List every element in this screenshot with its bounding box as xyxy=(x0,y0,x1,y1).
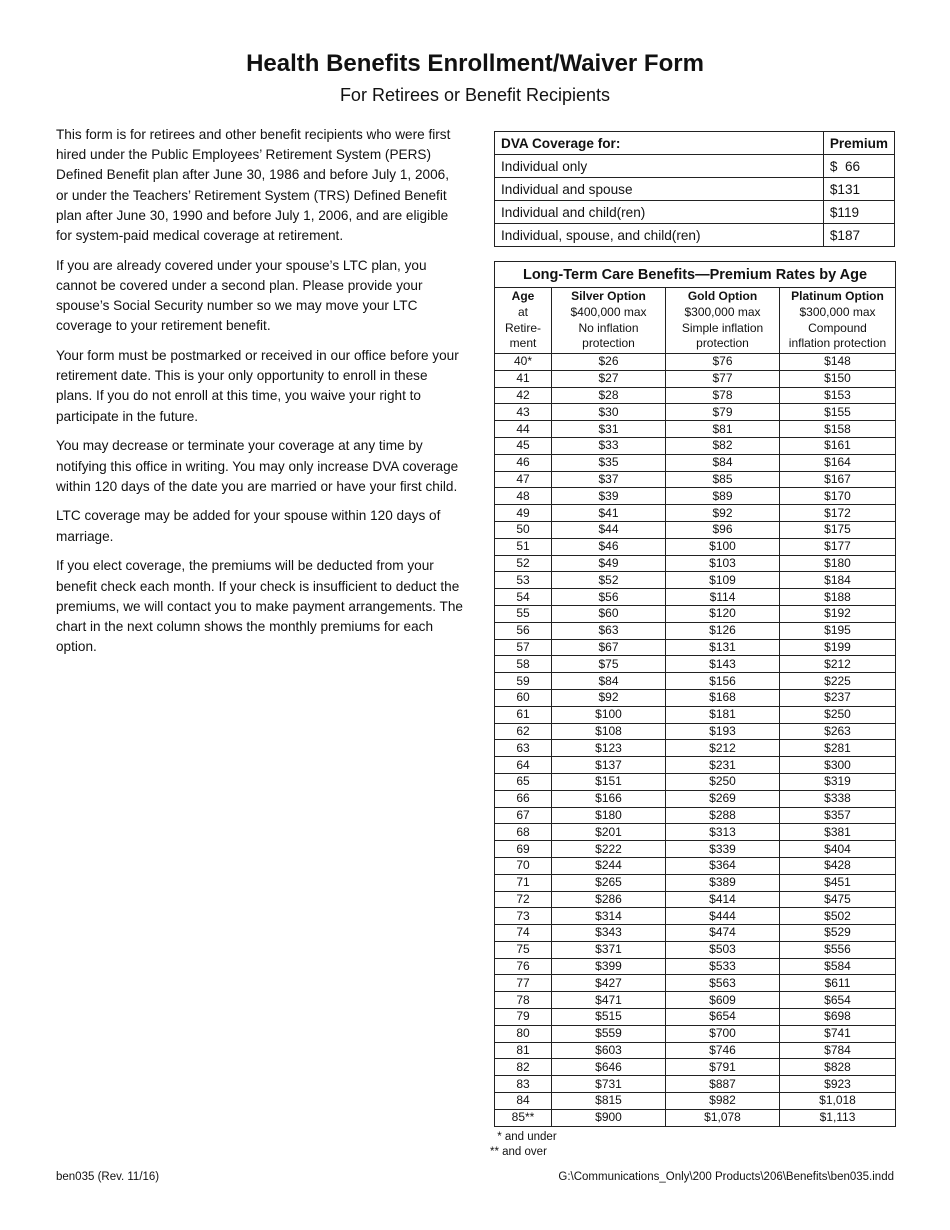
table-row xyxy=(495,807,896,824)
table-row xyxy=(495,824,896,841)
platinum-cell: $153 xyxy=(780,387,896,404)
column-subtitle: Retire- xyxy=(504,320,541,335)
age-cell: 54 xyxy=(495,589,552,606)
age-cell: 43 xyxy=(495,404,552,421)
gold-cell: $503 xyxy=(666,941,780,958)
silver-cell: $123 xyxy=(552,740,666,757)
age-cell: 72 xyxy=(495,891,552,908)
gold-cell: $77 xyxy=(666,370,780,387)
age-cell: 42 xyxy=(495,387,552,404)
silver-cell: $471 xyxy=(552,992,666,1009)
platinum-cell: $150 xyxy=(780,370,896,387)
platinum-cell: $828 xyxy=(780,1059,896,1076)
platinum-cell: $184 xyxy=(780,572,896,589)
platinum-cell: $199 xyxy=(780,639,896,656)
note: * and under xyxy=(494,1131,557,1143)
platinum-cell: $381 xyxy=(780,824,896,841)
age-cell: 49 xyxy=(495,505,552,522)
column-header xyxy=(780,288,896,354)
silver-cell: $244 xyxy=(552,857,666,874)
table-row xyxy=(495,689,896,706)
ltc-premium-table xyxy=(494,261,896,1127)
silver-cell: $27 xyxy=(552,370,666,387)
gold-cell: $156 xyxy=(666,673,780,690)
silver-cell: $222 xyxy=(552,841,666,858)
silver-cell: $37 xyxy=(552,471,666,488)
gold-cell: $78 xyxy=(666,387,780,404)
table-row xyxy=(495,992,896,1009)
platinum-cell: $741 xyxy=(780,1025,896,1042)
note: ** and over xyxy=(490,1145,547,1158)
instructions xyxy=(56,125,464,667)
gold-cell: $109 xyxy=(666,572,780,589)
table-row xyxy=(495,975,896,992)
table-row xyxy=(495,790,896,807)
silver-cell: $731 xyxy=(552,1076,666,1093)
silver-cell: $31 xyxy=(552,421,666,438)
silver-cell: $399 xyxy=(552,958,666,975)
table-row xyxy=(495,639,896,656)
gold-cell: $339 xyxy=(666,841,780,858)
table-row xyxy=(495,1093,896,1110)
age-cell: 50 xyxy=(495,521,552,538)
age-cell: 65 xyxy=(495,773,552,790)
table-row xyxy=(495,538,896,555)
silver-cell: $559 xyxy=(552,1025,666,1042)
paragraph: If you elect coverage, the premiums will be deducted from your benefit check each month. If your check is insufficient to deduct the premiums, we will contact you to make payment arrangements. The chart in the next column shows the monthly premiums for each option. xyxy=(56,558,463,655)
gold-cell: $131 xyxy=(666,639,780,656)
platinum-cell: $1,018 xyxy=(780,1093,896,1110)
age-cell: 52 xyxy=(495,555,552,572)
table-row xyxy=(495,673,896,690)
silver-cell: $603 xyxy=(552,1042,666,1059)
age-cell: 48 xyxy=(495,488,552,505)
silver-cell: $166 xyxy=(552,790,666,807)
gold-cell: $212 xyxy=(666,740,780,757)
gold-cell: $168 xyxy=(666,689,780,706)
platinum-cell: $212 xyxy=(780,656,896,673)
table-row xyxy=(495,757,896,774)
gold-cell: $563 xyxy=(666,975,780,992)
silver-cell: $151 xyxy=(552,773,666,790)
gold-cell: $81 xyxy=(666,421,780,438)
column-subtitle: at xyxy=(517,304,528,319)
silver-cell: $41 xyxy=(552,505,666,522)
table-row xyxy=(495,1076,896,1093)
table-row xyxy=(495,740,896,757)
platinum-cell: $451 xyxy=(780,874,896,891)
gold-cell: $288 xyxy=(666,807,780,824)
age-cell: 40* xyxy=(495,354,552,371)
table-row xyxy=(495,908,896,925)
table-row xyxy=(495,1109,896,1126)
age-cell: 47 xyxy=(495,471,552,488)
column-title: Silver Option xyxy=(571,289,646,303)
platinum-cell: $357 xyxy=(780,807,896,824)
age-cell: 44 xyxy=(495,421,552,438)
silver-cell: $100 xyxy=(552,706,666,723)
age-cell: 81 xyxy=(495,1042,552,1059)
platinum-cell: $180 xyxy=(780,555,896,572)
table-row xyxy=(495,841,896,858)
silver-cell: $35 xyxy=(552,454,666,471)
table-row xyxy=(495,572,896,589)
gold-cell: $364 xyxy=(666,857,780,874)
silver-cell: $44 xyxy=(552,521,666,538)
file-path: G:\Communications_Only\200 Products\206\Benefits\ben035.indd xyxy=(558,1171,894,1183)
platinum-cell: $281 xyxy=(780,740,896,757)
gold-cell: $269 xyxy=(666,790,780,807)
silver-cell: $49 xyxy=(552,555,666,572)
gold-cell: $231 xyxy=(666,757,780,774)
platinum-cell: $784 xyxy=(780,1042,896,1059)
column-header: DVA Coverage for: xyxy=(495,132,824,155)
platinum-cell: $237 xyxy=(780,689,896,706)
silver-cell: $26 xyxy=(552,354,666,371)
gold-cell: $887 xyxy=(666,1076,780,1093)
table-row xyxy=(495,706,896,723)
gold-cell: $89 xyxy=(666,488,780,505)
table-row xyxy=(495,224,895,247)
table-row xyxy=(495,437,896,454)
age-cell: 62 xyxy=(495,723,552,740)
age-cell: 55 xyxy=(495,605,552,622)
age-cell: 82 xyxy=(495,1059,552,1076)
gold-cell: $84 xyxy=(666,454,780,471)
platinum-cell: $155 xyxy=(780,404,896,421)
age-cell: 74 xyxy=(495,925,552,942)
table-row xyxy=(495,723,896,740)
table-row xyxy=(495,454,896,471)
gold-cell: $143 xyxy=(666,656,780,673)
silver-cell: $201 xyxy=(552,824,666,841)
table-row xyxy=(495,155,895,178)
form-id: ben035 (Rev. 11/16) xyxy=(56,1171,160,1183)
age-cell: 70 xyxy=(495,857,552,874)
silver-cell: $900 xyxy=(552,1109,666,1126)
table-row xyxy=(495,387,896,404)
silver-cell: $108 xyxy=(552,723,666,740)
paragraph: LTC coverage may be added for your spouse within 120 days of marriage. xyxy=(56,508,441,544)
table-row xyxy=(495,1009,896,1026)
platinum-cell: $584 xyxy=(780,958,896,975)
gold-cell: $114 xyxy=(666,589,780,606)
silver-cell: $67 xyxy=(552,639,666,656)
gold-cell: $92 xyxy=(666,505,780,522)
silver-cell: $30 xyxy=(552,404,666,421)
gold-cell: $791 xyxy=(666,1059,780,1076)
table-row xyxy=(495,505,896,522)
table-row xyxy=(495,354,896,371)
silver-cell: $343 xyxy=(552,925,666,942)
age-cell: 76 xyxy=(495,958,552,975)
gold-cell: $120 xyxy=(666,605,780,622)
age-cell: 83 xyxy=(495,1076,552,1093)
age-cell: 69 xyxy=(495,841,552,858)
silver-cell: $427 xyxy=(552,975,666,992)
column-subtitle: protection xyxy=(696,336,749,351)
platinum-cell: $158 xyxy=(780,421,896,438)
platinum-cell: $188 xyxy=(780,589,896,606)
gold-cell: $100 xyxy=(666,538,780,555)
page-subtitle: For Retirees or Benefit Recipients xyxy=(339,85,611,105)
gold-cell: $126 xyxy=(666,622,780,639)
column-subtitle: protection xyxy=(582,336,635,351)
silver-cell: $39 xyxy=(552,488,666,505)
platinum-cell: $319 xyxy=(780,773,896,790)
silver-cell: $60 xyxy=(552,605,666,622)
table-row xyxy=(495,555,896,572)
age-cell: 60 xyxy=(495,689,552,706)
premium-cell: $ 66 xyxy=(823,155,894,178)
table-title: Long-Term Care Benefits—Premium Rates by Age xyxy=(495,262,896,288)
table-row xyxy=(495,589,896,606)
age-cell: 64 xyxy=(495,757,552,774)
platinum-cell: $502 xyxy=(780,908,896,925)
column-title: Platinum Option xyxy=(791,289,884,303)
platinum-cell: $654 xyxy=(780,992,896,1009)
table-row xyxy=(495,178,895,201)
platinum-cell: $475 xyxy=(780,891,896,908)
table-row xyxy=(495,1059,896,1076)
age-cell: 75 xyxy=(495,941,552,958)
table-notes xyxy=(490,1130,557,1159)
silver-cell: $33 xyxy=(552,437,666,454)
coverage-cell: Individual and child(ren) xyxy=(495,201,824,224)
age-cell: 63 xyxy=(495,740,552,757)
coverage-cell: Individual and spouse xyxy=(495,178,824,201)
platinum-cell: $161 xyxy=(780,437,896,454)
age-cell: 66 xyxy=(495,790,552,807)
gold-cell: $389 xyxy=(666,874,780,891)
column-subtitle: $300,000 max xyxy=(684,304,761,319)
gold-cell: $700 xyxy=(666,1025,780,1042)
table-row xyxy=(495,891,896,908)
column-subtitle: Compound xyxy=(808,320,867,335)
silver-cell: $646 xyxy=(552,1059,666,1076)
table-row xyxy=(495,874,896,891)
age-cell: 79 xyxy=(495,1009,552,1026)
silver-cell: $815 xyxy=(552,1093,666,1110)
silver-cell: $52 xyxy=(552,572,666,589)
table-row xyxy=(495,773,896,790)
paragraph: This form is for retirees and other benefit recipients who were first hired under the Public Employees’ Retirement System (PERS) Defined Benefit plan after June 30, 1986 and before July 1, 2006, or under the Teachers’ Retirement System (TRS) Defined Benefit plan after June 30, 1990 and before July 1, 2006, and are eligible for system-paid medical coverage at retirement. xyxy=(56,127,451,244)
age-cell: 61 xyxy=(495,706,552,723)
dva-premium-table xyxy=(494,131,895,247)
table-row xyxy=(495,1025,896,1042)
silver-cell: $265 xyxy=(552,874,666,891)
coverage-cell: Individual only xyxy=(495,155,824,178)
age-cell: 56 xyxy=(495,622,552,639)
gold-cell: $85 xyxy=(666,471,780,488)
platinum-cell: $529 xyxy=(780,925,896,942)
platinum-cell: $923 xyxy=(780,1076,896,1093)
gold-cell: $82 xyxy=(666,437,780,454)
silver-cell: $28 xyxy=(552,387,666,404)
premium-cell: $131 xyxy=(823,178,894,201)
silver-cell: $137 xyxy=(552,757,666,774)
platinum-cell: $170 xyxy=(780,488,896,505)
gold-cell: $193 xyxy=(666,723,780,740)
table-row xyxy=(495,404,896,421)
column-subtitle: inflation protection xyxy=(788,336,887,351)
platinum-cell: $698 xyxy=(780,1009,896,1026)
coverage-cell: Individual, spouse, and child(ren) xyxy=(495,224,824,247)
silver-cell: $84 xyxy=(552,673,666,690)
gold-cell: $654 xyxy=(666,1009,780,1026)
column-header: Premium xyxy=(823,132,894,155)
column-title: Gold Option xyxy=(687,289,758,303)
gold-cell: $1,078 xyxy=(666,1109,780,1126)
gold-cell: $181 xyxy=(666,706,780,723)
gold-cell: $76 xyxy=(666,354,780,371)
table-row xyxy=(495,421,896,438)
age-cell: 71 xyxy=(495,874,552,891)
platinum-cell: $177 xyxy=(780,538,896,555)
age-cell: 51 xyxy=(495,538,552,555)
gold-cell: $982 xyxy=(666,1093,780,1110)
silver-cell: $286 xyxy=(552,891,666,908)
table-row xyxy=(495,941,896,958)
column-title: Age xyxy=(511,289,535,303)
age-cell: 84 xyxy=(495,1093,552,1110)
table-row xyxy=(495,622,896,639)
paragraph: You may decrease or terminate your coverage at any time by notifying this office in writing. You may only increase DVA coverage within 120 days of the date you are married or have your first child. xyxy=(56,438,459,494)
table-row xyxy=(495,521,896,538)
age-cell: 57 xyxy=(495,639,552,656)
gold-cell: $103 xyxy=(666,555,780,572)
page-title: Health Benefits Enrollment/Waiver Form xyxy=(246,50,704,77)
table-row xyxy=(495,857,896,874)
paragraph: Your form must be postmarked or received in our office before your retirement date. This is your only opportunity to enroll in these plans. If you do not enroll at this time, you waive your right to participate in the future. xyxy=(56,348,459,424)
platinum-cell: $338 xyxy=(780,790,896,807)
column-header xyxy=(495,288,552,354)
column-subtitle: No inflation xyxy=(578,320,639,335)
column-header xyxy=(666,288,780,354)
age-cell: 41 xyxy=(495,370,552,387)
paragraph: If you are already covered under your spouse’s LTC plan, you cannot be covered under a second plan. Please provide your spouse’s Social Security number so we may move your LTC coverage to your retirement benefit. xyxy=(56,257,427,334)
platinum-cell: $175 xyxy=(780,521,896,538)
age-cell: 53 xyxy=(495,572,552,589)
column-subtitle: ment xyxy=(509,336,537,351)
gold-cell: $250 xyxy=(666,773,780,790)
gold-cell: $313 xyxy=(666,824,780,841)
column-subtitle: $300,000 max xyxy=(799,304,876,319)
platinum-cell: $300 xyxy=(780,757,896,774)
table-row xyxy=(495,656,896,673)
age-cell: 46 xyxy=(495,454,552,471)
table-row xyxy=(495,958,896,975)
age-cell: 80 xyxy=(495,1025,552,1042)
column-header xyxy=(552,288,666,354)
age-cell: 85** xyxy=(495,1109,552,1126)
platinum-cell: $164 xyxy=(780,454,896,471)
silver-cell: $515 xyxy=(552,1009,666,1026)
age-cell: 78 xyxy=(495,992,552,1009)
gold-cell: $96 xyxy=(666,521,780,538)
age-cell: 45 xyxy=(495,437,552,454)
column-subtitle: $400,000 max xyxy=(570,304,647,319)
platinum-cell: $167 xyxy=(780,471,896,488)
platinum-cell: $611 xyxy=(780,975,896,992)
table-row xyxy=(495,471,896,488)
platinum-cell: $556 xyxy=(780,941,896,958)
table-row xyxy=(495,605,896,622)
silver-cell: $56 xyxy=(552,589,666,606)
age-cell: 77 xyxy=(495,975,552,992)
gold-cell: $746 xyxy=(666,1042,780,1059)
gold-cell: $414 xyxy=(666,891,780,908)
gold-cell: $79 xyxy=(666,404,780,421)
platinum-cell: $172 xyxy=(780,505,896,522)
platinum-cell: $1,113 xyxy=(780,1109,896,1126)
gold-cell: $474 xyxy=(666,925,780,942)
age-cell: 68 xyxy=(495,824,552,841)
silver-cell: $75 xyxy=(552,656,666,673)
age-cell: 67 xyxy=(495,807,552,824)
gold-cell: $609 xyxy=(666,992,780,1009)
column-subtitle: Simple inflation xyxy=(681,320,764,335)
table-row xyxy=(495,925,896,942)
silver-cell: $180 xyxy=(552,807,666,824)
gold-cell: $444 xyxy=(666,908,780,925)
platinum-cell: $148 xyxy=(780,354,896,371)
table-row xyxy=(495,370,896,387)
platinum-cell: $225 xyxy=(780,673,896,690)
platinum-cell: $250 xyxy=(780,706,896,723)
platinum-cell: $404 xyxy=(780,841,896,858)
table-row xyxy=(495,201,895,224)
platinum-cell: $263 xyxy=(780,723,896,740)
silver-cell: $63 xyxy=(552,622,666,639)
silver-cell: $314 xyxy=(552,908,666,925)
silver-cell: $371 xyxy=(552,941,666,958)
age-cell: 59 xyxy=(495,673,552,690)
premium-cell: $187 xyxy=(823,224,894,247)
platinum-cell: $195 xyxy=(780,622,896,639)
age-cell: 73 xyxy=(495,908,552,925)
silver-cell: $92 xyxy=(552,689,666,706)
premium-cell: $119 xyxy=(823,201,894,224)
platinum-cell: $192 xyxy=(780,605,896,622)
platinum-cell: $428 xyxy=(780,857,896,874)
age-cell: 58 xyxy=(495,656,552,673)
gold-cell: $533 xyxy=(666,958,780,975)
silver-cell: $46 xyxy=(552,538,666,555)
table-row xyxy=(495,488,896,505)
table-row xyxy=(495,1042,896,1059)
